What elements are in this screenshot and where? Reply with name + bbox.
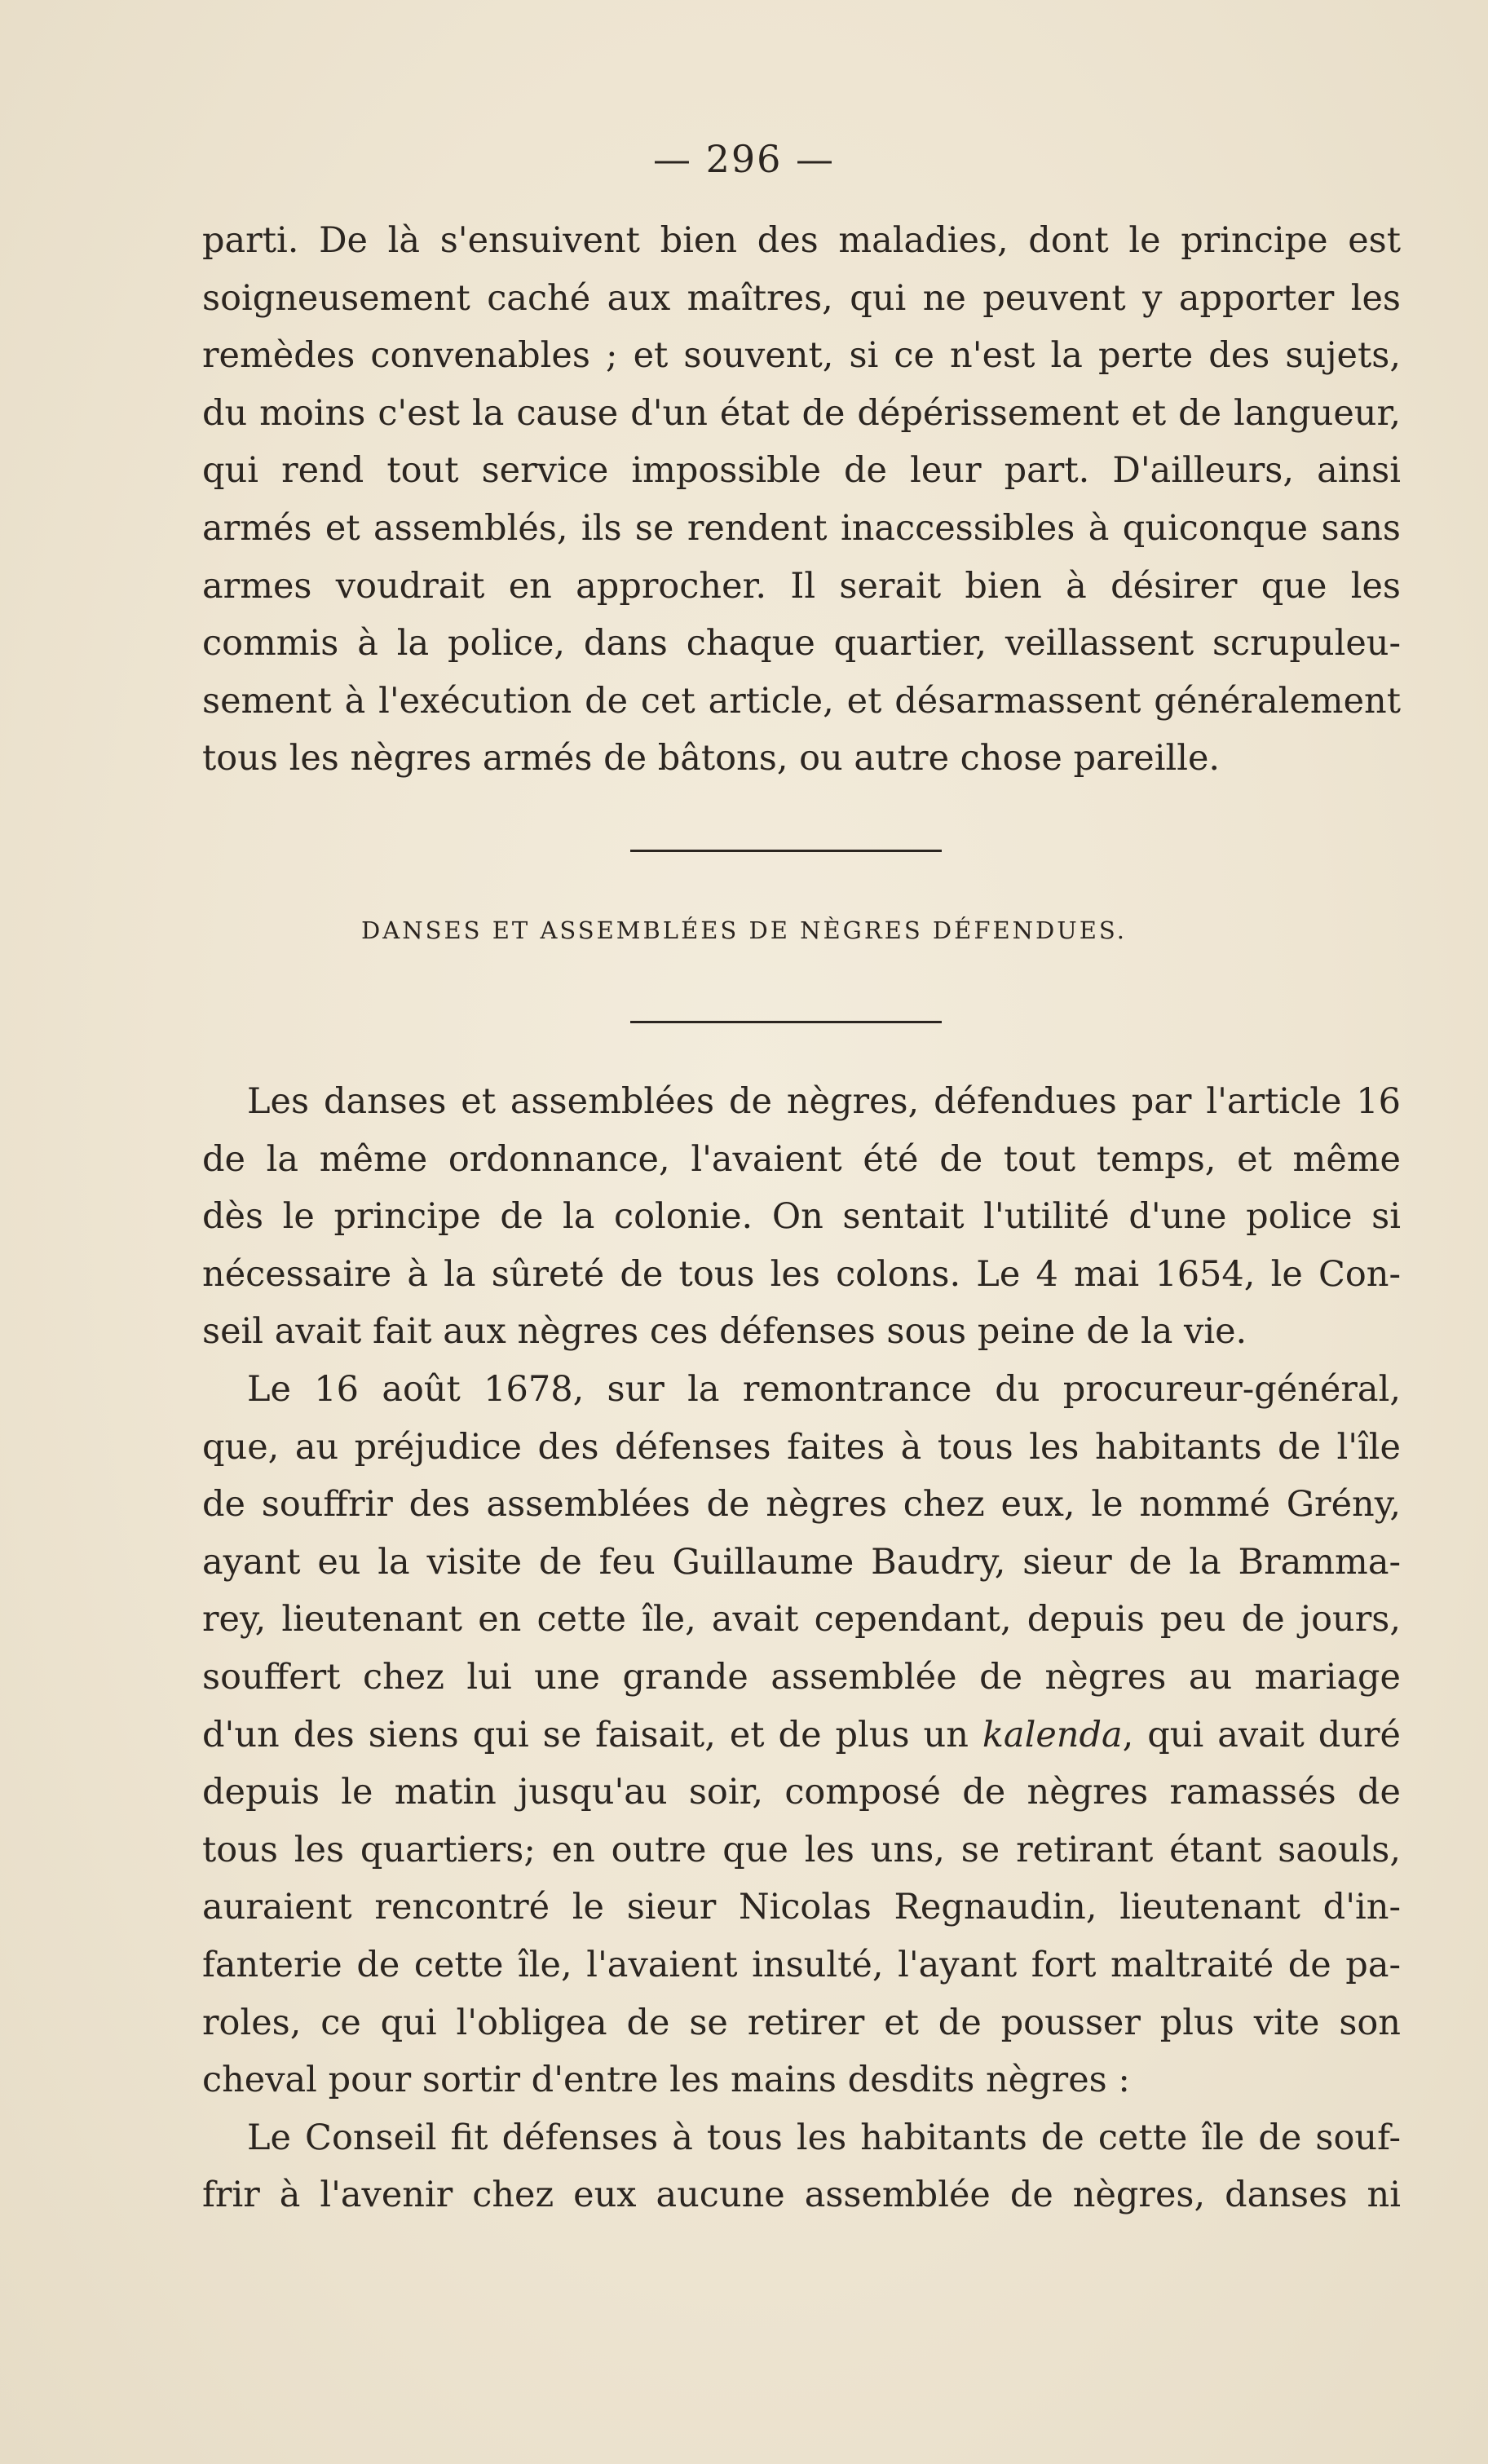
text-line: commis à la police, dans chaque quartier, veillassent scrupuleu- xyxy=(202,623,1401,665)
text-line: dès le principe de la colonie. On sentait l'utilité d'une police si xyxy=(202,1196,1401,1238)
text-line: que, au préjudice des défenses faites à tous les habitants de l'île xyxy=(202,1426,1401,1468)
text-line: de souffrir des assemblées de nègres chez eux, le nommé Grény, xyxy=(202,1484,1401,1526)
text-line: Le Conseil fit défenses à tous les habitants de cette île de souf- xyxy=(247,2117,1401,2158)
text-line: du moins c'est la cause d'un état de dépérissement et de langueur, xyxy=(202,392,1401,434)
text-line: armés et assemblés, ils se rendent inaccessibles à quiconque sans xyxy=(202,507,1401,549)
text-line: ayant eu la visite de feu Guillaume Baudry, sieur de la Bramma- xyxy=(202,1541,1401,1583)
text-line: souffert chez lui une grande assemblée de nègres au mariage xyxy=(202,1656,1401,1698)
body-paragraph xyxy=(202,1073,1401,2224)
text-line: tous les nègres armés de bâtons, ou autre chose pareille. xyxy=(202,738,1221,779)
text-line: soigneusement caché aux maîtres, qui ne peuvent y apporter les xyxy=(202,277,1401,319)
text-line: Le 16 août 1678, sur la remontrance du procureur-général, xyxy=(247,1368,1401,1410)
text-line: qui rend tout service impossible de leur part. D'ailleurs, ainsi xyxy=(202,450,1401,492)
page-number: — 296 — xyxy=(652,137,836,181)
text-line: fanterie de cette île, l'avaient insulté, l'ayant fort maltraité de pa- xyxy=(202,1944,1401,1985)
italic-word: kalenda xyxy=(982,1714,1123,1755)
text-line: remèdes convenables ; et souvent, si ce n'est la perte des sujets, xyxy=(202,335,1401,377)
section-rule-top xyxy=(630,850,942,852)
text-line: seil avait fait aux nègres ces défenses sous peine de la vie. xyxy=(202,1311,1247,1353)
section-heading: DANSES ET ASSEMBLÉES DE NÈGRES DÉFENDUES. xyxy=(361,916,1127,944)
text-line: parti. De là s'ensuivent bien des maladies, dont le principe est xyxy=(202,220,1401,261)
text-line: Les danses et assemblées de nègres, défendues par l'article 16 xyxy=(247,1081,1401,1122)
text-line: tous les quartiers; en outre que les uns, se retirant étant saouls, xyxy=(202,1829,1401,1870)
text-line: roles, ce qui l'obligea de se retirer et de pousser plus vite son xyxy=(202,2002,1401,2043)
text-line: d'un des siens qui se faisait, et de plus un kalenda, qui avait duré xyxy=(202,1714,1401,1755)
text-line: rey, lieutenant en cette île, avait cependant, depuis peu de jours, xyxy=(202,1599,1401,1640)
section-rule-bottom xyxy=(630,1021,942,1023)
text-line: sement à l'exécution de cet article, et désarmassent généralement xyxy=(202,680,1401,722)
text-line: depuis le matin jusqu'au soir, composé de nègres ramassés de xyxy=(202,1772,1401,1813)
text-line: auraient rencontré le sieur Nicolas Regnaudin, lieutenant d'in- xyxy=(202,1887,1401,1928)
text-line: armes voudrait en approcher. Il serait bien à désirer que les xyxy=(202,565,1401,607)
top-paragraph xyxy=(202,212,1401,788)
text-line: de la même ordonnance, l'avaient été de tout temps, et même xyxy=(202,1138,1401,1180)
text-line: cheval pour sortir d'entre les mains desdits nègres : xyxy=(202,2060,1130,2101)
text-line: frir à l'avenir chez eux aucune assemblée de nègres, danses ni xyxy=(202,2175,1401,2216)
text-line: nécessaire à la sûreté de tous les colons. Le 4 mai 1654, le Con- xyxy=(202,1253,1401,1295)
